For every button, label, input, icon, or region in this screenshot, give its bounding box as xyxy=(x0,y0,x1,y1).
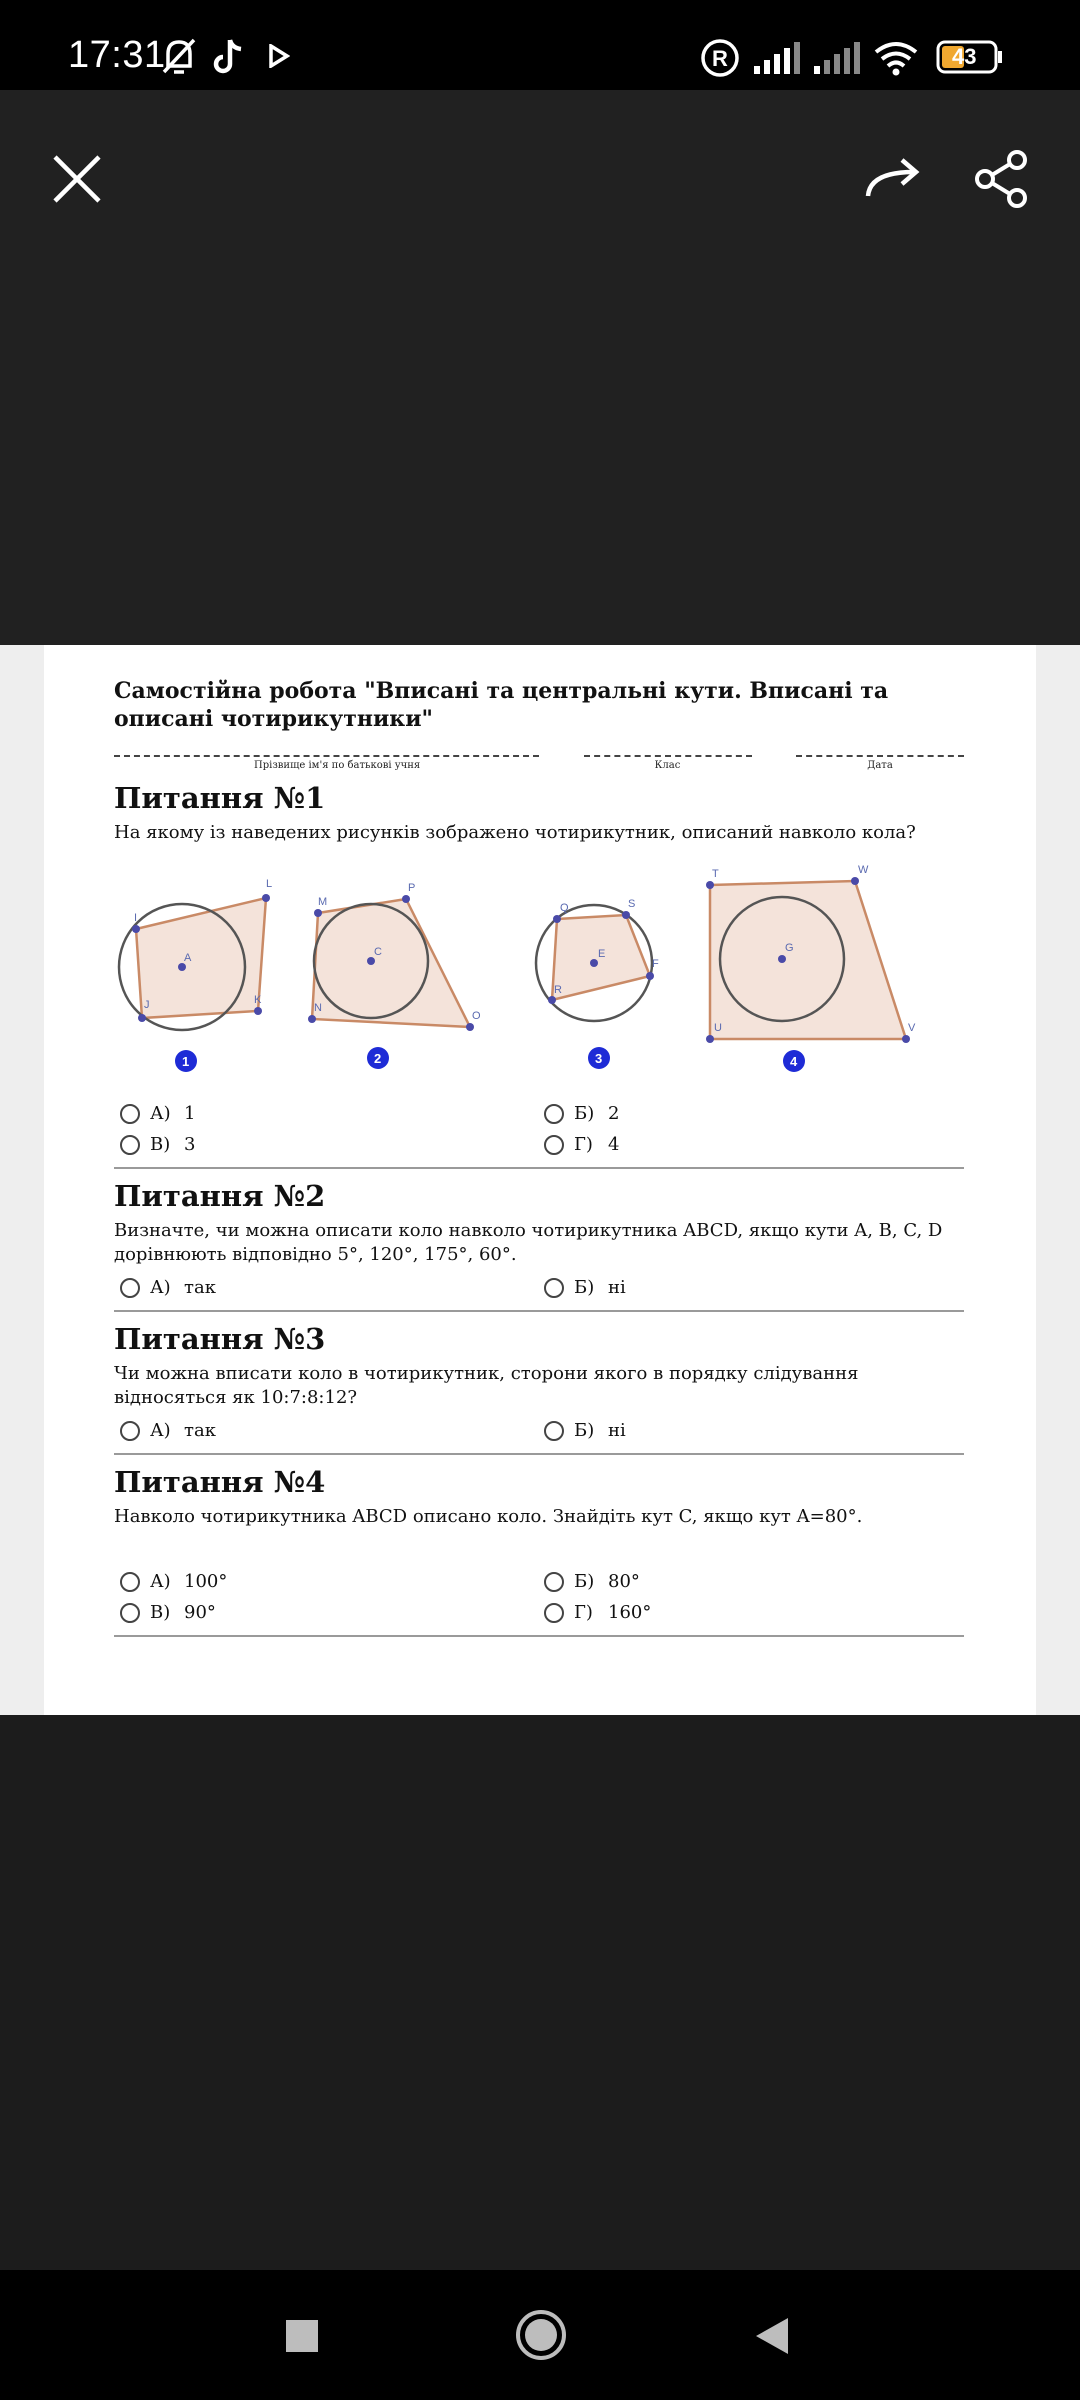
radio-button[interactable] xyxy=(544,1572,564,1592)
option-a[interactable]: А) 1 xyxy=(114,1103,538,1124)
navigation-bar xyxy=(0,2270,1080,2400)
svg-text:V: V xyxy=(908,1022,916,1034)
question-1 xyxy=(114,781,964,1169)
signal-1-icon xyxy=(752,42,800,81)
recents-button[interactable] xyxy=(276,2310,328,2362)
question-heading: Питання №1 xyxy=(114,781,326,815)
option-b[interactable]: Б) 2 xyxy=(538,1103,962,1124)
radio-button[interactable] xyxy=(544,1104,564,1124)
radio-button[interactable] xyxy=(544,1278,564,1298)
registered-icon xyxy=(700,38,740,83)
svg-text:R: R xyxy=(554,984,562,996)
svg-text:F: F xyxy=(652,958,659,970)
svg-text:R: R xyxy=(712,46,728,71)
document-title: Самостійна робота "Вписані та центральні кути. Вписані та описані чотирикутники" xyxy=(114,678,889,732)
quadrilaterals-figure xyxy=(114,863,924,1093)
status-time: 17:31 xyxy=(68,34,166,76)
name-field xyxy=(114,747,539,771)
signal-2-icon xyxy=(812,42,860,81)
back-icon xyxy=(754,2316,790,2356)
radio-button[interactable] xyxy=(544,1421,564,1441)
student-fields xyxy=(114,747,964,771)
svg-text:E: E xyxy=(598,948,606,960)
svg-text:3: 3 xyxy=(595,1051,603,1066)
page-margin-right xyxy=(1036,645,1080,1715)
question-3 xyxy=(114,1322,964,1455)
svg-text:C: C xyxy=(374,946,382,958)
page-margin-left xyxy=(0,645,44,1715)
svg-text:2: 2 xyxy=(374,1051,382,1066)
svg-text:1: 1 xyxy=(182,1054,190,1069)
radio-button[interactable] xyxy=(120,1572,140,1592)
notifications-muted-icon xyxy=(160,36,198,81)
question-heading: Питання №3 xyxy=(114,1322,326,1356)
svg-text:U: U xyxy=(714,1022,722,1034)
share-button[interactable] xyxy=(966,144,1036,214)
question-3-options xyxy=(114,1420,964,1441)
divider xyxy=(114,1453,964,1455)
question-text: Визначте, чи можна описати коло навколо чотирикутника ABCD, якщо кути A, B, C, D дорівнюють відповідно 5°, 120°, 175°, 60°. xyxy=(114,1220,943,1265)
question-1-options xyxy=(114,1103,964,1155)
forward-button[interactable] xyxy=(858,144,928,214)
option-a[interactable]: А) так xyxy=(114,1420,538,1441)
figure-3 xyxy=(536,898,659,1069)
svg-text:W: W xyxy=(858,864,869,876)
divider xyxy=(114,1167,964,1169)
option-a[interactable]: А) так xyxy=(114,1277,538,1298)
option-a[interactable]: А) 100° xyxy=(114,1571,538,1592)
radio-button[interactable] xyxy=(120,1421,140,1441)
name-caption: Прізвище ім'я по батькові учня xyxy=(254,760,421,771)
divider xyxy=(114,1310,964,1312)
svg-text:O: O xyxy=(472,1010,481,1022)
question-2-options xyxy=(114,1277,964,1298)
svg-text:J: J xyxy=(144,999,150,1011)
close-button[interactable] xyxy=(42,144,112,214)
svg-text:N: N xyxy=(314,1002,322,1014)
option-v[interactable]: В) 3 xyxy=(114,1134,538,1155)
question-4 xyxy=(114,1465,964,1637)
svg-text:P: P xyxy=(408,882,416,894)
home-button[interactable] xyxy=(510,2304,572,2366)
share-icon xyxy=(973,150,1029,208)
question-1-figure xyxy=(114,863,964,1093)
svg-text:M: M xyxy=(318,896,328,908)
radio-button[interactable] xyxy=(544,1135,564,1155)
svg-text:S: S xyxy=(628,898,636,910)
date-caption: Дата xyxy=(867,760,893,771)
option-b[interactable]: Б) 80° xyxy=(538,1571,962,1592)
forward-icon xyxy=(864,158,922,200)
radio-button[interactable] xyxy=(120,1278,140,1298)
radio-button[interactable] xyxy=(120,1603,140,1623)
class-field xyxy=(584,747,752,771)
question-heading: Питання №4 xyxy=(114,1465,326,1499)
date-field xyxy=(796,747,964,771)
recents-icon xyxy=(285,2319,319,2353)
class-caption: Клас xyxy=(654,760,681,771)
radio-button[interactable] xyxy=(544,1603,564,1623)
figure-4 xyxy=(706,864,916,1072)
battery-level: 43 xyxy=(952,44,977,69)
viewer-toolbar xyxy=(0,90,1080,645)
figure-2 xyxy=(308,882,481,1069)
close-icon xyxy=(51,153,103,205)
option-g[interactable]: Г) 4 xyxy=(538,1134,962,1155)
option-g[interactable]: Г) 160° xyxy=(538,1602,962,1623)
figure-1 xyxy=(119,878,272,1072)
option-b[interactable]: Б) ні xyxy=(538,1277,962,1298)
back-button[interactable] xyxy=(746,2310,798,2362)
status-bar xyxy=(0,0,1080,90)
svg-text:Q: Q xyxy=(560,902,569,914)
document-content xyxy=(114,677,964,1637)
play-store-icon xyxy=(268,44,290,73)
svg-text:4: 4 xyxy=(790,1054,798,1069)
svg-text:K: K xyxy=(254,994,262,1006)
question-2 xyxy=(114,1179,964,1312)
wifi-icon xyxy=(872,40,920,81)
radio-button[interactable] xyxy=(120,1135,140,1155)
svg-text:I: I xyxy=(134,912,138,924)
question-text: На якому із наведених рисунків зображено чотирикутник, описаний навколо кола? xyxy=(114,822,916,843)
document-page[interactable] xyxy=(44,645,1036,1715)
radio-button[interactable] xyxy=(120,1104,140,1124)
svg-text:T: T xyxy=(712,868,719,880)
question-text: Навколо чотирикутника ABCD описано коло. Знайдіть кут C, якщо кут A=80°. xyxy=(114,1506,863,1527)
option-b[interactable]: Б) ні xyxy=(538,1420,962,1441)
svg-text:A: A xyxy=(184,952,192,964)
question-heading: Питання №2 xyxy=(114,1179,326,1213)
svg-text:G: G xyxy=(785,942,794,954)
tiktok-icon xyxy=(212,36,246,81)
home-icon xyxy=(514,2308,568,2362)
question-4-options xyxy=(114,1571,964,1623)
option-v[interactable]: В) 90° xyxy=(114,1602,538,1623)
divider xyxy=(114,1635,964,1637)
svg-text:L: L xyxy=(266,878,273,890)
question-text: Чи можна вписати коло в чотирикутник, сторони якого в порядку слідування відносяться як 10:7:8:12? xyxy=(114,1363,859,1408)
